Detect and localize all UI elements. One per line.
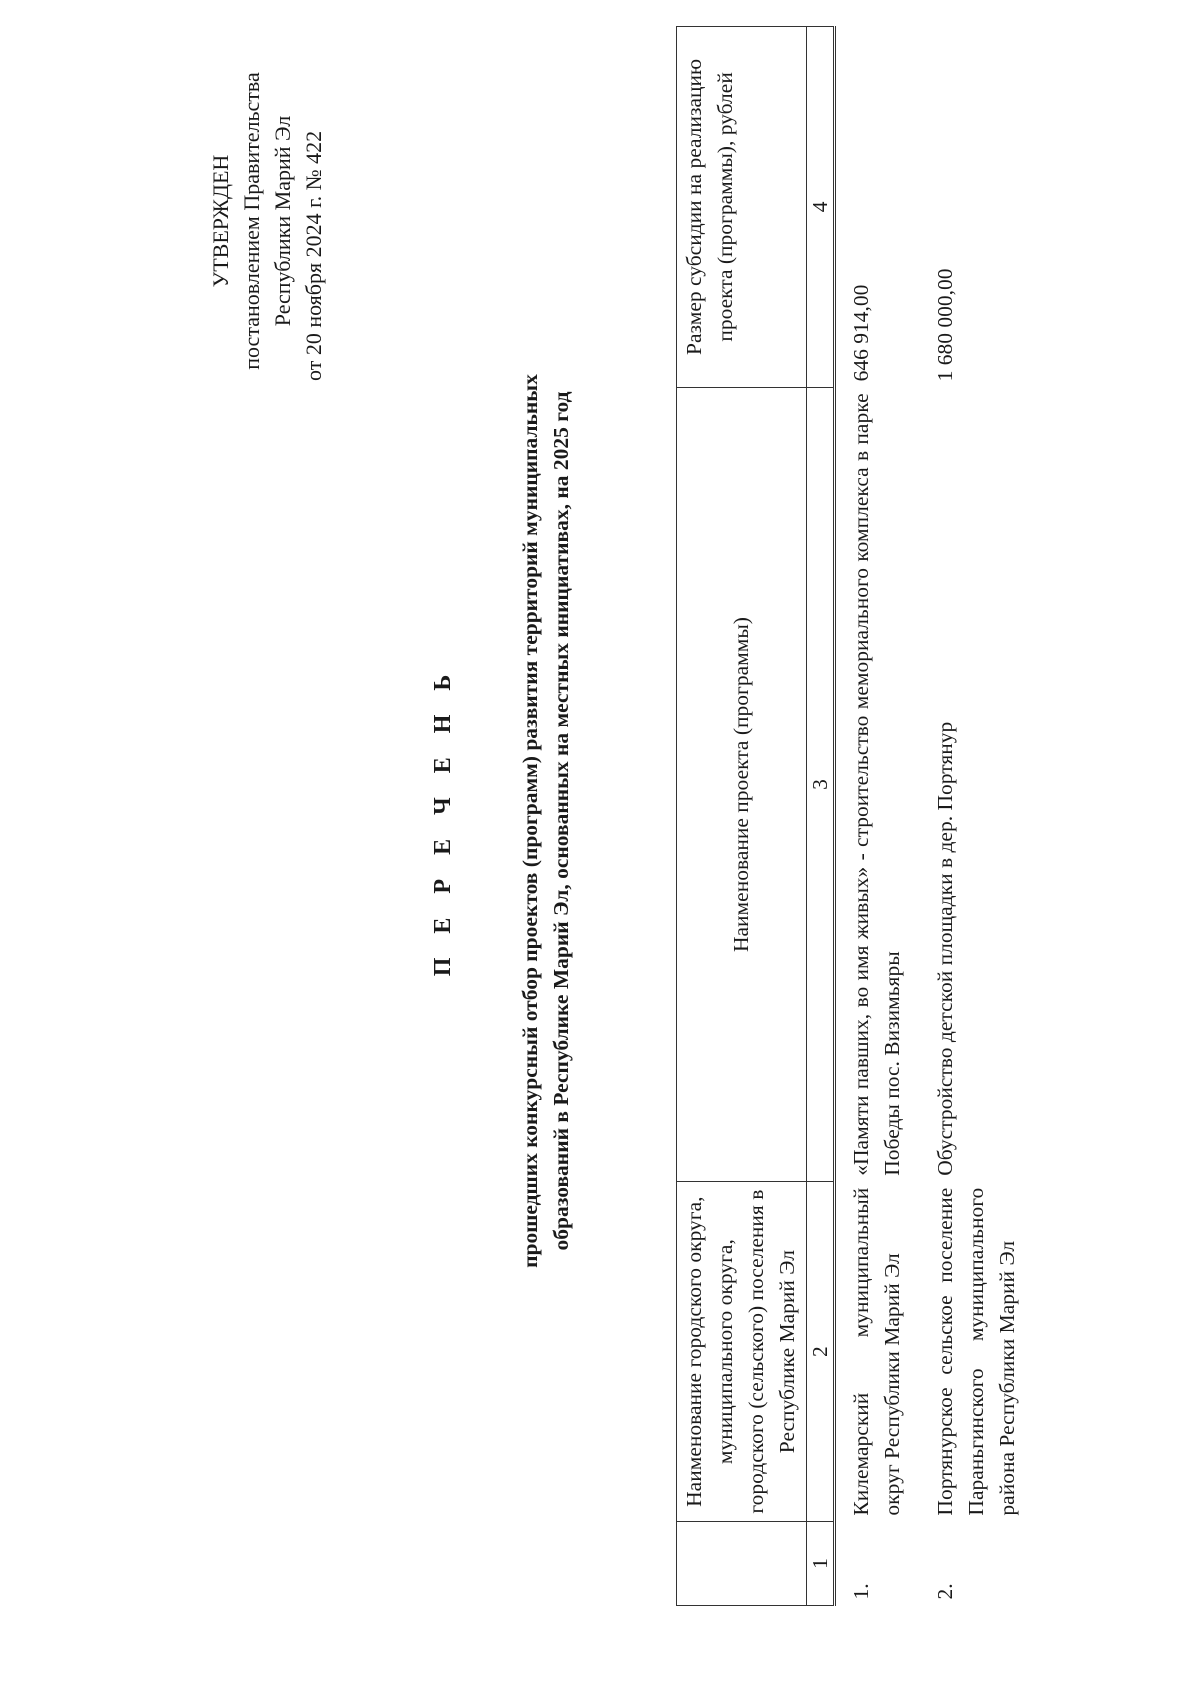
approval-stamp-block	[205, 51, 329, 391]
approval-date-number: от 20 ноября 2024 г. № 422	[301, 130, 326, 381]
header-subsidy: Размер субсидии на реализацию проекта (программы), рублей	[677, 27, 807, 388]
column-number-1: 1	[807, 1522, 835, 1606]
document-title: П Е Р Е Ч Е Н Ь	[430, 665, 456, 977]
projects-table	[676, 26, 1035, 1606]
header-municipality: Наименование городского округа, муниципального округа, городского (сельского) поселения в Республике Марий Эл	[677, 1182, 807, 1522]
column-number-4: 4	[807, 27, 835, 388]
column-number-3: 3	[807, 387, 835, 1181]
row-project: Обустройство детской площадки в дер. Портянур	[933, 721, 957, 1176]
approval-title: УТВЕРЖДЕН	[208, 154, 233, 288]
table-header	[677, 27, 835, 1606]
document-subtitle	[515, 81, 577, 1561]
table-header-row	[677, 27, 807, 1606]
table-row	[920, 27, 1035, 1606]
document-subtitle-line-1: прошедших конкурсный отбор проектов (программ) развития территорий муниципальных	[518, 374, 542, 1268]
row-subsidy-amount: 646 914,00	[849, 284, 873, 382]
row-municipality: Портянурское сельское поселение Параньгинского муниципального района Республики Марий Эл	[933, 1187, 1019, 1516]
approval-authority: постановлением Правительства	[239, 72, 264, 370]
header-number	[677, 1522, 807, 1606]
row-project: «Памяти павших, во имя живых» - строительство мемориального комплекса в парке Победы пос. Визимьяры	[849, 393, 904, 1176]
header-project: Наименование проекта (программы)	[677, 387, 807, 1181]
row-number: 2.	[933, 1583, 957, 1600]
row-municipality: Килемарский муниципальный округ Республики Марий Эл	[849, 1187, 904, 1516]
column-number-2: 2	[807, 1182, 835, 1522]
document-heading	[430, 81, 577, 1561]
approval-republic: Республики Марий Эл	[270, 115, 295, 327]
table-row	[835, 27, 921, 1606]
table-column-numbers-row	[807, 27, 835, 1606]
table-body	[835, 27, 1036, 1606]
document-subtitle-line-2: образований в Республике Марий Эл, основанных на местных инициативах, на 2025 год	[549, 391, 573, 1251]
row-subsidy-amount: 1 680 000,00	[933, 268, 957, 382]
row-number: 1.	[849, 1583, 873, 1600]
